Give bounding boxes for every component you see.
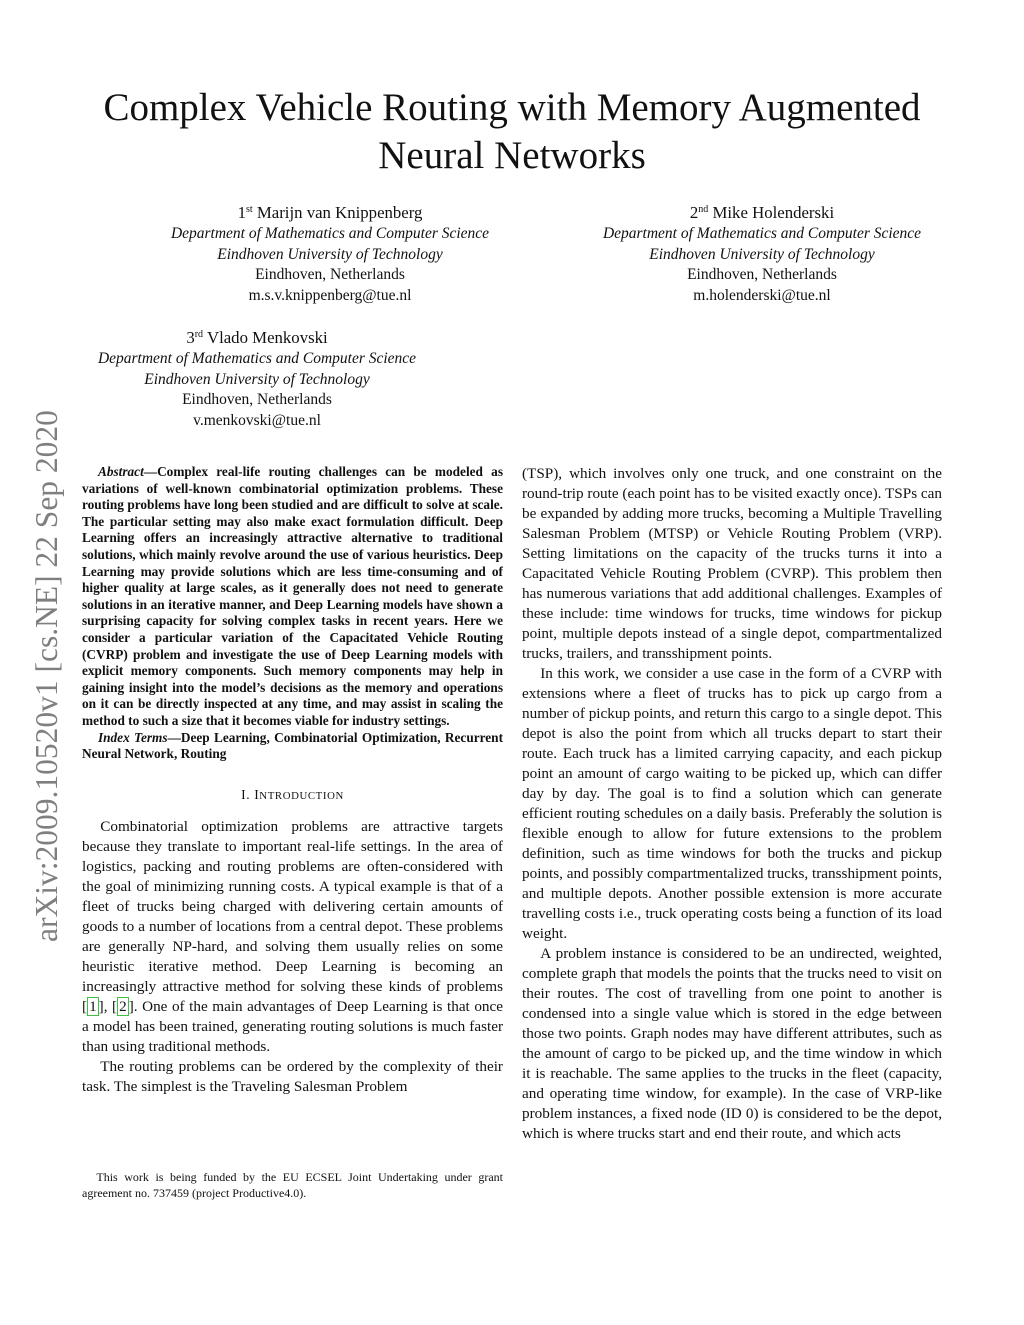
arxiv-identifier: arXiv:2009.10520v1 [cs.NE] 22 Sep 2020	[29, 410, 64, 942]
author-name	[140, 202, 520, 224]
author-email: v.menkovski@tue.nl	[193, 411, 321, 429]
author-name-text: Marijn van Knippenberg	[256, 203, 423, 222]
author-email: m.holenderski@tue.nl	[693, 286, 831, 304]
abstract-text: —Complex real-life routing challenges can be modeled as variations of well-known combinatorial optimization problems. These routing problems have long been studied and are difficult to solve at scale. The particular setting may also make exact formulation difficult. Deep Learning offers an increasingly attractive alternative to traditional solutions, which mainly revolve around the use of various heuristics. Deep Learning may provide solutions which are less time-consuming and of higher quality at large scales, as it generally does not need to generate solutions in an iterative manner, and Deep Learning models have shown a surprising capacity for solving complex tasks in recent years. Here we consider a particular variation of the Capacitated Vehicle Routing (CVRP) problem and investigate the use of Deep Learning models with explicit memory components. Such memory components may help in gaining insight into the model’s decisions as the memory and operations on it can be directly inspected at any time, and may assist in scaling the method to such a size that it becomes viable for industry settings.	[82, 464, 503, 728]
author-university: Eindhoven University of Technology	[144, 370, 370, 388]
author-ordinal: 1	[237, 203, 246, 222]
index-terms-label: Index Terms	[97, 729, 168, 745]
author-location: Eindhoven, Netherlands	[182, 391, 332, 408]
author-name-text: Mike Holenderski	[712, 203, 835, 222]
left-column	[82, 464, 503, 1097]
citation-link-2[interactable]: 2	[119, 997, 127, 1015]
author-ordinal-suffix: st	[245, 204, 253, 215]
author-name	[67, 327, 447, 349]
author-block-3	[67, 327, 447, 431]
paper-title: Complex Vehicle Routing with Memory Augmented Neural Networks	[103, 86, 921, 177]
author-block-2	[572, 202, 952, 306]
abstract	[82, 464, 503, 730]
section-initial: I	[254, 786, 260, 802]
intro-text-segment: ]. One of the main advantages of Deep Learning is that once a model has been trained, generating routing solutions is much faster than using traditional methods.	[82, 997, 503, 1055]
author-university: Eindhoven University of Technology	[649, 245, 875, 263]
author-department: Department of Mathematics and Computer Science	[170, 225, 490, 242]
abstract-label: Abstract	[97, 464, 144, 479]
author-name-text: Vlado Menkovski	[206, 328, 328, 347]
funding-footnote: This work is being funded by the EU ECSEL Joint Undertaking under grant agreement no. 737459 (project Productive4.0).	[82, 1170, 503, 1200]
intro-paragraph-2: The routing problems can be ordered by the complexity of their task. The simplest is the Traveling Salesman Problem	[82, 1057, 503, 1095]
author-ordinal-suffix: rd	[194, 329, 204, 340]
author-location: Eindhoven, Netherlands	[687, 266, 837, 283]
citation-link-1[interactable]: 1	[89, 997, 97, 1015]
section-heading-introduction	[82, 787, 503, 803]
author-university: Eindhoven University of Technology	[217, 245, 443, 263]
right-paragraph-1: (TSP), which involves only one truck, and one constraint on the round-trip route (each point has to be visited exactly once). TSPs can be expanded by adding more trucks, becoming a Multiple Travelling Salesman Problem (MTSP) or Vehicle Routing Problem (VRP). Setting limitations on the capacity of the trucks turns it into a Capacitated Vehicle Routing Problem (CVRP). This problem then has numerous variations that add additional challenges. Examples of these include: time windows for trucks, time windows for pickup point, multiple depots instead of a single depot, compartmentalized trucks, trailers, and transshipment points.	[522, 465, 942, 662]
section-numeral: I.	[241, 786, 251, 802]
section-title-rest: NTRODUCTION	[259, 789, 344, 802]
author-department: Department of Mathematics and Computer Science	[97, 350, 417, 367]
intro-paragraph-1	[82, 817, 503, 1057]
right-paragraph-3: A problem instance is considered to be an undirected, weighted, complete graph that models the points that the trucks need to visit on their routes. The cost of travelling from one point to another is condensed into a single value which is stored in the edge between those two points. Graph nodes may have different attributes, such as the amount of cargo to be picked up, and the time window in which it is reachable. The same applies to the trucks in the fleet (capacity, and operating time window, for example). In the case of VRP-like problem instances, a fixed node (ID 0) is considered to be the depot, which is where trucks start and end their route, and which acts	[522, 945, 942, 1142]
intro-text-segment: Combinatorial optimization problems are attractive targets because they translate to important real-life settings. In the area of logistics, packing and routing problems are often-considered with the goal of minimizing running costs. A typical example is that of a fleet of trucks being charged with delivering certain amounts of goods to a number of locations from a central depot. These problems are generally NP-hard, and solving them usually relies on some heuristic iterative method. Deep Learning is becoming an increasingly attractive method for solving these kinds of problems [	[82, 817, 503, 1015]
index-terms-text: —Deep Learning, Combinatorial Optimization, Recurrent Neural Network, Routing	[82, 729, 503, 762]
right-paragraph-2: In this work, we consider a use case in the form of a CVRP with extensions where a fleet of trucks has to pick up cargo from a number of pickup points, and return this cargo to a single depot. This depot is also the point from which all trucks depart to start their route. Each truck has a limited carrying capacity, and each pickup point an amount of cargo waiting to be picked up, which can differ day by day. The goal is to find a solution which can generate efficient routing schedules on a daily basis. Preferably the solution is flexible enough to allow for future extensions to the problem definition, such as time windows for both the trucks and pickup points, and possibly compartmentalized trucks, transshipment points, and multiple depots. Another possible extension is more accurate travelling costs i.e., truck operating costs being a function of its load weight.	[522, 665, 942, 942]
right-column	[522, 464, 942, 1144]
author-ordinal: 3	[186, 328, 195, 347]
author-ordinal-suffix: nd	[698, 204, 709, 215]
author-block-1	[140, 202, 520, 306]
intro-text-segment: ], [	[98, 997, 118, 1015]
index-terms	[82, 730, 503, 763]
author-ordinal: 2	[689, 203, 699, 222]
author-name	[572, 202, 952, 224]
author-department: Department of Mathematics and Computer Science	[602, 225, 922, 242]
author-location: Eindhoven, Netherlands	[255, 266, 405, 283]
author-email: m.s.v.knippenberg@tue.nl	[248, 286, 412, 304]
